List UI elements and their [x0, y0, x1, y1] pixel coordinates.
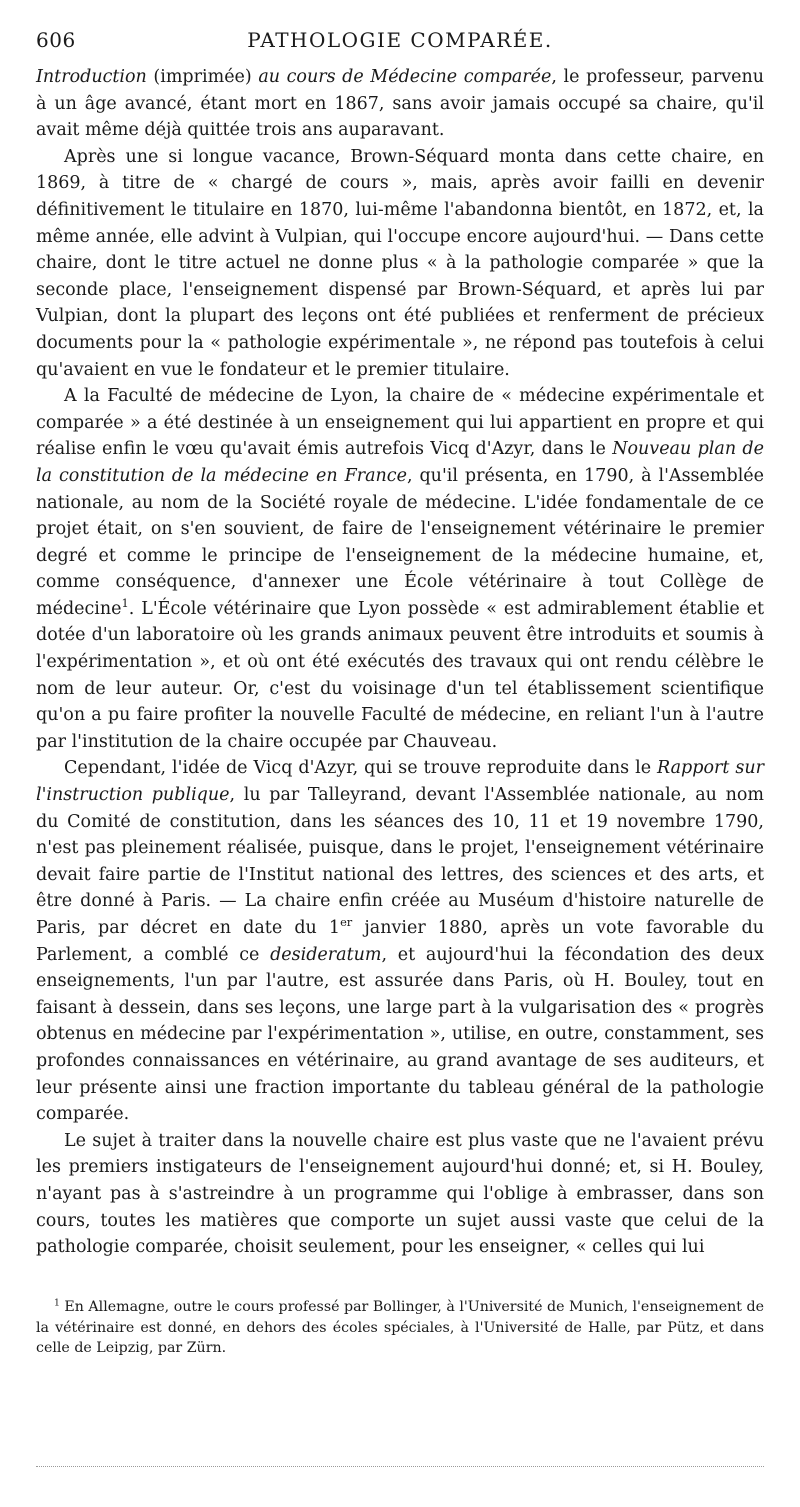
paragraph-1: Introduction (imprimée) au cours de Médecine comparée, le professeur, parvenu à un âge avancé, étant mort en 1867, sans avoir jamais occupé sa chaire, qu'il avait même déjà quittée trois ans auparavant.	[36, 67, 764, 141]
italic-course-name: au cours de Médecine comparée	[258, 67, 552, 87]
paragraph-4: Cependant, l'idée de Vicq d'Azyr, qui se trouve reproduite dans le Rapport sur l'instruction publique, lu par Talleyrand, devant l'Assemblée nationale, au nom du Comité de constitution, dans les séances des 10, 11 et 19 novembre 1790, n'est pas pleinement réalisée, puisque, dans le projet, l'enseignement vétérinaire devait faire partie de l'Institut national des lettres, des sciences et des arts, et être donné à Paris. — La chaire enfin créée au Muséum d'histoire naturelle de Paris, par décret en date du 1er janvier 1880, après un vote favorable du Parlement, a comblé ce desideratum, et aujourd'hui la fécondation des deux enseignements, l'un par l'autre, est assurée dans Paris, où H. Bouley, tout en faisant à dessein, dans ses leçons, une large part à la vulgarisation des « progrès obtenus en médecine par l'expérimentation », utilise, en outre, constamment, ses profondes connaissances en vétérinaire, au grand avantage de ses auditeurs, et leur présente ainsi une fraction importante du tableau général de la pathologie comparée.	[36, 758, 764, 1125]
footnotes	[36, 1297, 764, 1359]
italic-title: Introduction	[36, 67, 147, 87]
paragraph-3: A la Faculté de médecine de Lyon, la chaire de « médecine expérimentale et comparée » a été destinée à un enseignement qui lui appartient en propre et qui réalise enfin le vœu qu'avait émis autrefois Vicq d'Azyr, dans le Nouveau plan de la constitution de la médecine en France, qu'il présenta, en 1790, à l'Assemblée nationale, au nom de la Société royale de médecine. L'idée fondamentale de ce projet était, on s'en souvient, de faire de l'enseignement vétérinaire le premier degré et comme le principe de l'enseignement de la médecine humaine, et, comme conséquence, d'annexer une École vétérinaire à tout Collège de médecine$^1$. L'École vétérinaire que Lyon possède « est admirablement établie et dotée d'un laboratoire où les grands animaux peuvent être introduits et soumis à l'expérimentation », et où ont été exécutés des travaux qui ont rendu célèbre le nom de leur auteur. Or, c'est du voisinage d'un tel établissement scientifique qu'on a pu faire profiter la nouvelle Faculté de médecine, en reliant l'un à l'autre par l'institution de la chaire occupée par Chauveau.	[36, 386, 764, 752]
paragraph-5: Le sujet à traiter dans la nouvelle chaire est plus vaste que ne l'avaient prévu les premiers instigateurs de l'enseignement aujourd'hui donné; et, si H. Bouley, n'ayant pas à s'astreindre à un programme qui l'oblige à embrasser, dans son cours, toutes les matières que comporte un sujet aussi vaste que celui de la pathologie comparée, choisit seulement, pour les enseigner, « celles qui lui	[36, 1130, 764, 1258]
footnote-1: $^1$ En Allemagne, outre le cours professé par Bollinger, à l'Université de Munich, l'enseignement de la vétérinaire est donné, en dehors des écoles spéciales, à l'Université de Halle, par Pütz, et dans celle de Leipzig, par Zürn.	[36, 1297, 764, 1356]
running-title: PATHOLOGIE COMPARÉE.	[247, 28, 553, 52]
body-text	[36, 64, 764, 1261]
paragraph-2: Après une si longue vacance, Brown-Séquard monta dans cette chaire, en 1869, à titre de « chargé de cours », mais, après avoir failli en devenir définitivement le titulaire en 1870, lui-même l'abandonna bientôt, en 1872, et, la même année, elle advint à Vulpian, qui l'occupe encore aujourd'hui. — Dans cette chaire, dont le titre actuel ne donne plus « à la pathologie comparée » que la seconde place, l'enseignement dispensé par Brown-Séquard, et après lui par Vulpian, dont la plupart des leçons ont été publiées et renferment de précieux documents pour la « pathologie expérimentale », ne répond pas toutefois à celui qu'avaient en vue le fondateur et le premier titulaire.	[36, 146, 764, 380]
footnote-marker: 1	[54, 1297, 60, 1309]
italic-desideratum: desideratum	[270, 944, 382, 965]
page-number: 606	[36, 28, 76, 52]
ordinal-superscript: er	[340, 915, 353, 930]
page-header	[36, 28, 764, 58]
italic-work-title: Nouveau plan de la constitution de la médecine en France	[36, 439, 764, 486]
italic-report-title: Rapport sur l'instruction publique	[36, 758, 764, 806]
footnote-reference: 1	[121, 596, 129, 611]
bottom-divider	[36, 1466, 764, 1467]
